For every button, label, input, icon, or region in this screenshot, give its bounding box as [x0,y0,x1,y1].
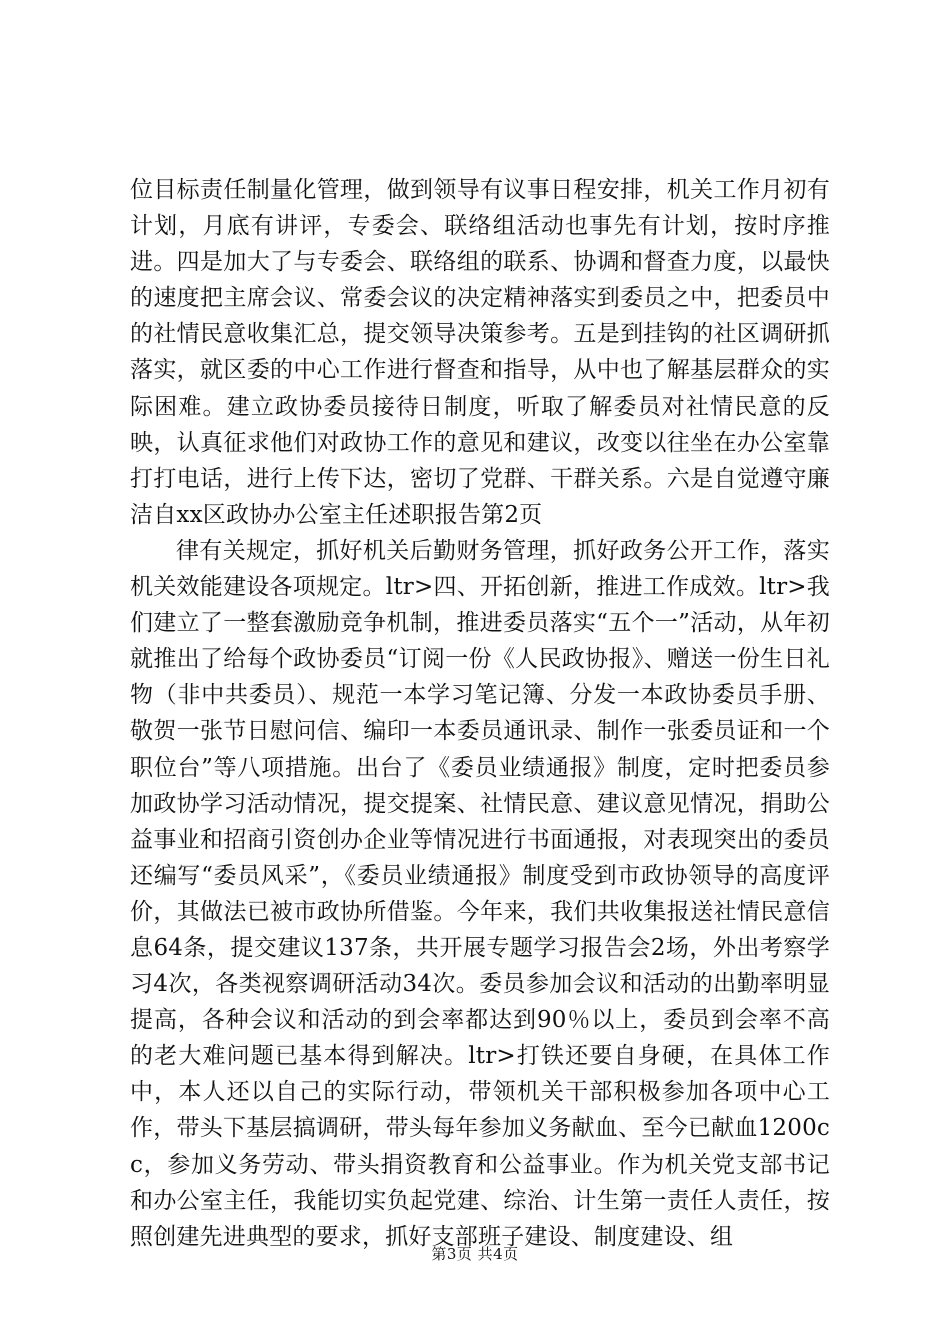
page-footer: 第3页 共4页 [431,1245,519,1263]
document-body [130,172,830,1255]
paragraph-1: 位目标责任制量化管理，做到领导有议事日程安排，机关工作月初有计划，月底有讲评，专委会、联络组活动也事先有计划，按时序推进。四是加大了与专委会、联络组的联系、协调和督查力度，以最快的速度把主席会议、常委会议的决定精神落实到委员之中，把委员中的社情民意收集汇总，提交领导决策参考。五是到挂钩的社区调研抓落实，就区委的中心工作进行督查和指导，从中也了解基层群众的实际困难。建立政协委员接待日制度，听取了解委员对社情民意的反映，认真征求他们对政协工作的意见和建议，改变以往坐在办公室靠打打电话，进行上传下达，密切了党群、干群关系。六是自觉遵守廉洁自xx区政协办公室主任述职报告第2页 [130,177,830,528]
paragraph-2: 律有关规定，抓好机关后勤财务管理，抓好政务公开工作，落实机关效能建设各项规定。ltr>四、开拓创新，推进工作成效。ltr>我们建立了一整套激励竞争机制，推进委员落实“五个一”活动，从年初就推出了给每个政协委员“订阅一份《人民政协报》、赠送一份生日礼物（非中共委员）、规范一本学习笔记簿、分发一本政协委员手册、敬贺一张节日慰问信、编印一本委员通讯录、制作一张委员证和一个职位台”等八项措施。出台了《委员业绩通报》制度，定时把委员参加政协学习活动情况，提交提案、社情民意、建议意见情况，捐助公益事业和招商引资创办企业等情况进行书面通报，对表现突出的委员还编写“委员风采”，《委员业绩通报》制度受到市政协领导的高度评价，其做法已被市政协所借鉴。今年来，我们共收集报送社情民意信息64条，提交建议137条，共开展专题学习报告会2场，外出考察学习4次，各类视察调研活动34次。委员参加会议和活动的出勤率明显提高，各种会议和活动的到会率都达到90％以上，委员到会率不高的老大难问题已基本得到解决。ltr>打铁还要自身硬，在具体工作中，本人还以自己的实际行动，带领机关干部积极参加各项中心工作，带头下基层搞调研，带头每年参加义务献血、至今已献血1200cc，参加义务劳动、带头捐资教育和公益事业。作为机关党支部书记和办公室主任，我能切实负起党建、综治、计生第一责任人责任，按照创建先进典型的要求，抓好支部班子建设、制度建设、组 [130,537,830,1250]
